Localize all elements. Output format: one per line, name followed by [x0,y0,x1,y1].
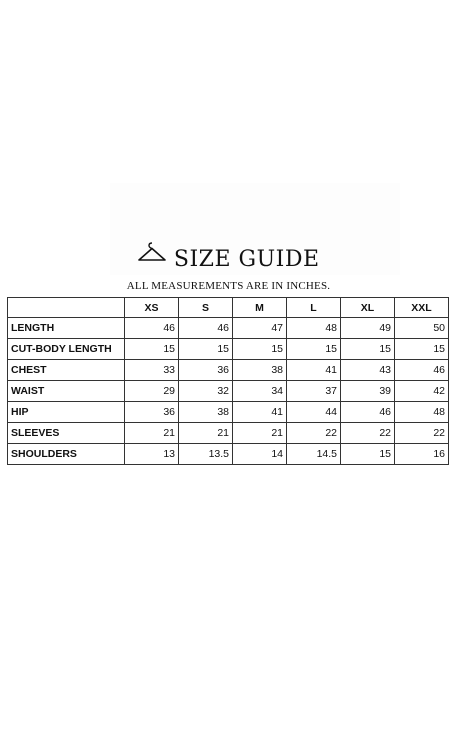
column-header-xl: XL [341,298,395,318]
table-cell: 15 [125,339,179,360]
table-row [8,318,449,339]
table-cell: 44 [287,402,341,423]
table-cell: 22 [341,423,395,444]
table-cell: 15 [341,339,395,360]
page-title: SIZE GUIDE [173,247,320,273]
table-cell: 46 [395,360,449,381]
column-header-xs: XS [125,298,179,318]
table-cell: 46 [179,318,233,339]
table-cell: 50 [395,318,449,339]
table-cell: 38 [179,402,233,423]
table-cell: 16 [395,444,449,465]
table-cell: 22 [287,423,341,444]
table-row [8,402,449,423]
table-row [8,381,449,402]
table-cell: 46 [125,318,179,339]
table-cell: 15 [233,339,287,360]
table-cell: 48 [287,318,341,339]
table-cell: 46 [341,402,395,423]
table-row [8,339,449,360]
row-label: LENGTH [8,318,125,339]
table-cell: 49 [341,318,395,339]
table-cell: 48 [395,402,449,423]
table-cell: 15 [395,339,449,360]
table-cell: 14 [233,444,287,465]
table-cell: 36 [125,402,179,423]
table-cell: 33 [125,360,179,381]
size-guide-header [0,240,457,272]
column-header-m: M [233,298,287,318]
table-header-row [8,298,449,318]
table-cell: 32 [179,381,233,402]
table-cell: 41 [287,360,341,381]
table-cell: 43 [341,360,395,381]
measurement-note: ALL MEASUREMENTS ARE IN INCHES. [126,280,331,292]
table-cell: 13.5 [179,444,233,465]
column-header-l: L [287,298,341,318]
column-header-xxl: XXL [395,298,449,318]
column-header-label [8,298,125,318]
table-cell: 37 [287,381,341,402]
table-row [8,444,449,465]
table-cell: 36 [179,360,233,381]
row-label: SLEEVES [8,423,125,444]
table-cell: 15 [179,339,233,360]
row-label: WAIST [8,381,125,402]
table-cell: 15 [287,339,341,360]
row-label: SHOULDERS [8,444,125,465]
table-cell: 21 [233,423,287,444]
hanger-icon [137,240,167,266]
table-cell: 47 [233,318,287,339]
table-cell: 21 [179,423,233,444]
row-label: CUT-BODY LENGTH [8,339,125,360]
table-row [8,423,449,444]
row-label: CHEST [8,360,125,381]
size-table [7,297,449,465]
table-cell: 42 [395,381,449,402]
row-label: HIP [8,402,125,423]
table-cell: 39 [341,381,395,402]
table-cell: 14.5 [287,444,341,465]
table-cell: 13 [125,444,179,465]
table-cell: 21 [125,423,179,444]
table-cell: 15 [341,444,395,465]
table-cell: 22 [395,423,449,444]
table-cell: 29 [125,381,179,402]
table-cell: 34 [233,381,287,402]
table-cell: 38 [233,360,287,381]
column-header-s: S [179,298,233,318]
table-row [8,360,449,381]
table-cell: 41 [233,402,287,423]
